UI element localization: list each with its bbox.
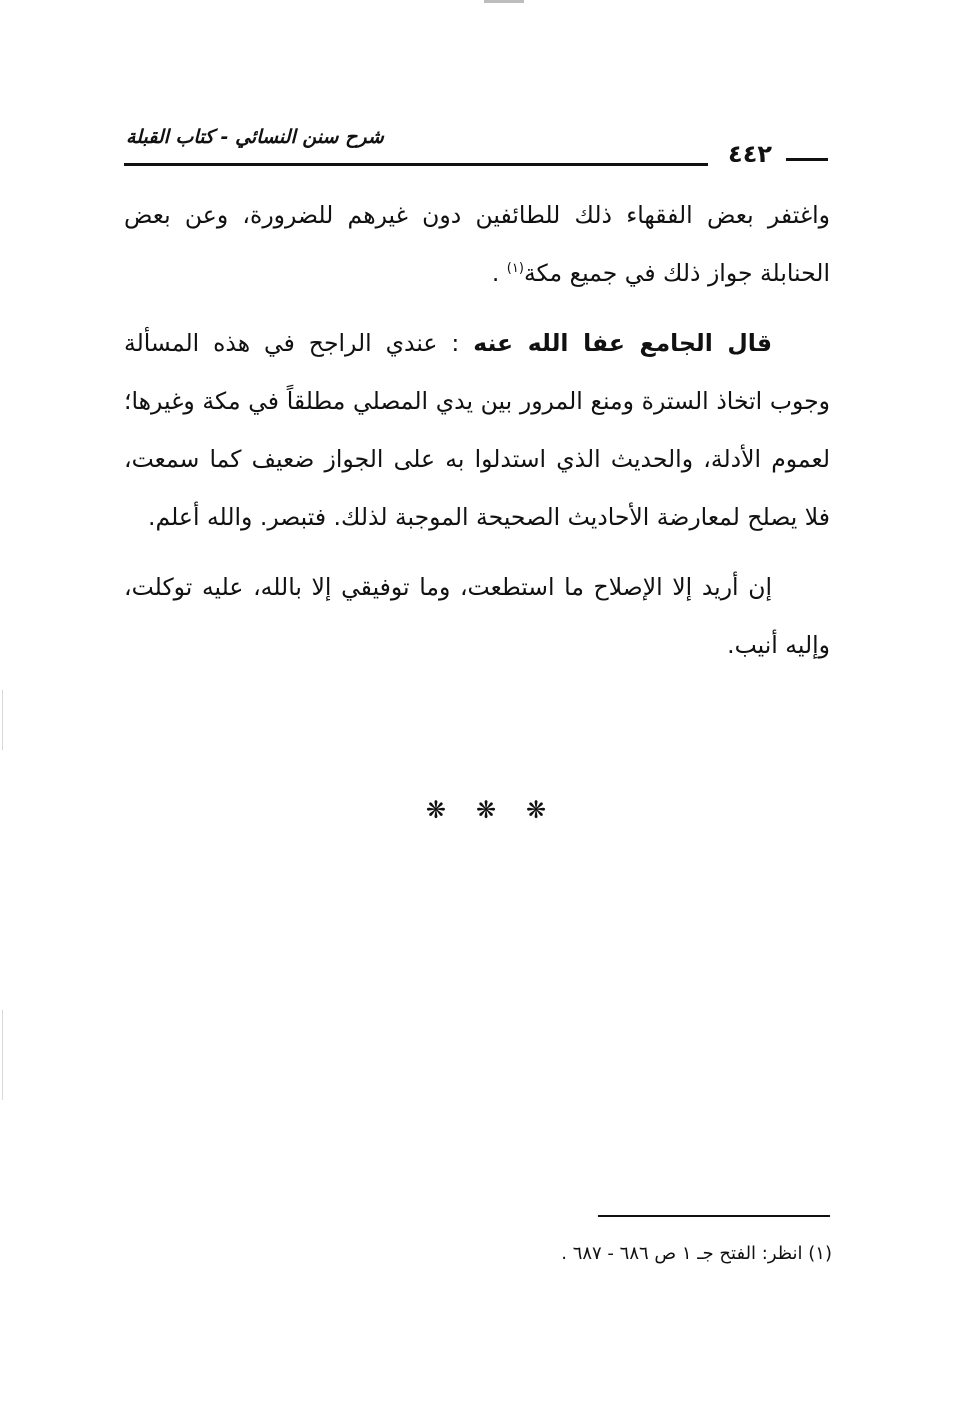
- page-number: ٤٤٢: [728, 140, 772, 168]
- paragraph-1: [124, 186, 830, 302]
- scan-edge-mark: [2, 1010, 3, 1100]
- main-text: [124, 186, 830, 686]
- footnote: (١) انظر: الفتح جـ ١ ص ٦٨٦ - ٦٨٧ .: [561, 1243, 832, 1264]
- footnote-rule: [598, 1215, 830, 1217]
- running-title: شرح سنن النسائي - كتاب القبلة: [126, 126, 384, 148]
- paragraph-1-text: واغتفر بعض الفقهاء ذلك للطائفين دون غيرهم للضرورة، وعن بعض الحنابلة جواز ذلك في جميع مكة: [124, 201, 830, 287]
- paragraph-3: إن أريد إلا الإصلاح ما استطعت، وما توفيقي إلا بالله، عليه توكلت، وإليه أنيب.: [124, 573, 830, 659]
- page-header: [124, 118, 830, 178]
- page-number-dash: [786, 158, 828, 161]
- paragraph-2-text: : عندي الراجح في هذه المسألة وجوب اتخاذ السترة ومنع المرور بين يدي المصلي مطلقاً في مكة وغيرها؛ لعموم الأدلة، والحديث الذي استدلوا به على الجواز ضعيف كما سمعت، فلا يصلح لمعارضة الأحاديث الصحيحة الموجبة لذلك. فتبصر. والله أعلم.: [124, 329, 830, 531]
- paragraph-2: [124, 314, 830, 546]
- footnote-reference[interactable]: (١): [506, 261, 524, 277]
- scan-edge-mark: [2, 690, 3, 750]
- paragraph-2-lead: قال الجامع عفا الله عنه: [473, 329, 772, 357]
- scan-top-mark: [484, 0, 524, 3]
- paragraph-1-end: .: [491, 259, 507, 287]
- section-separator: ❋❋❋: [425, 796, 577, 824]
- header-rule: [124, 163, 708, 166]
